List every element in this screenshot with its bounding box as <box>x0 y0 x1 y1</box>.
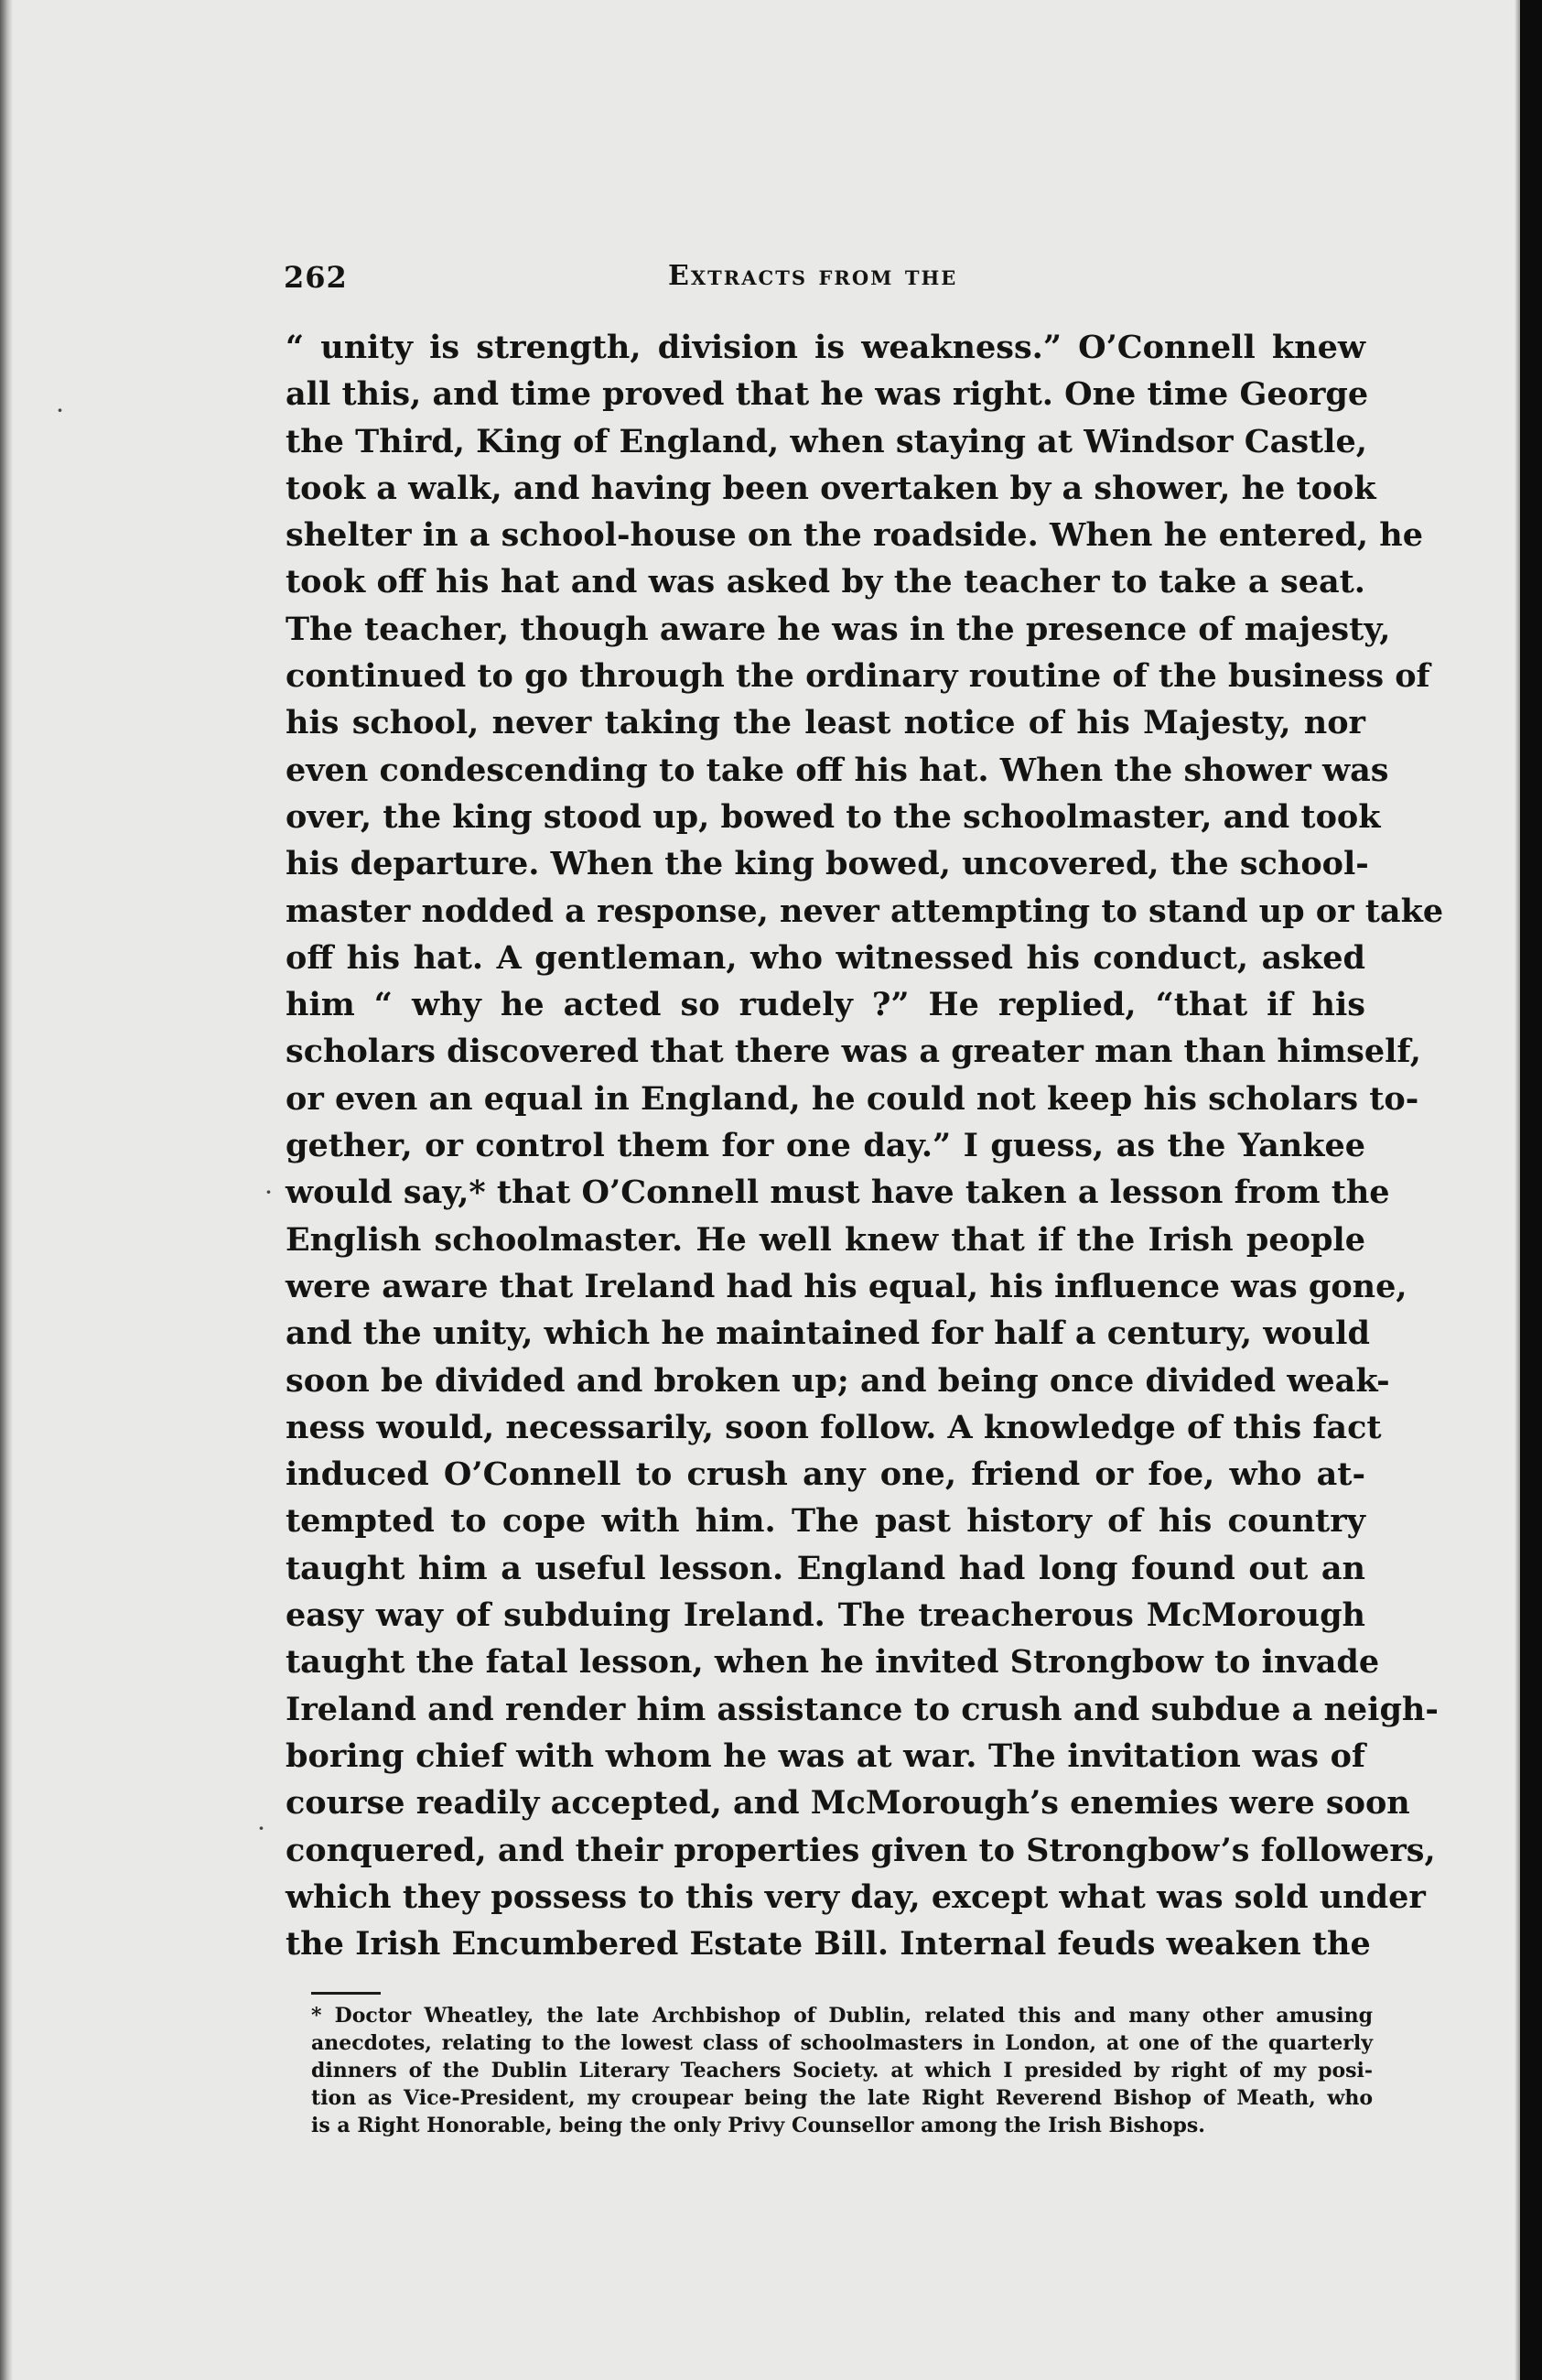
page-header <box>284 260 1382 297</box>
text-line: which they possess to this very day, except what was sold under <box>286 1877 1426 1916</box>
text-line: the Third, King of England, when staying at Windsor Castle, <box>286 422 1367 460</box>
text-line: him “ why he acted so rudely ?” He replied, “that if his <box>286 986 1365 1024</box>
text-line: Ireland and render him assistance to crush and subdue a neigh- <box>286 1690 1439 1728</box>
margin-speck: · <box>57 399 63 421</box>
text-line: or even an equal in England, he could not keep his scholars to- <box>286 1079 1419 1118</box>
text-line: English schoolmaster. He well knew that if the Irish people <box>286 1220 1365 1259</box>
text-line: his departure. When the king bowed, uncovered, the school- <box>286 845 1369 883</box>
text-line: the Irish Encumbered Estate Bill. Internal feuds weaken the <box>286 1925 1371 1964</box>
page-gutter-shadow <box>0 0 13 2380</box>
text-line: would say,* that O’Connell must have taken a lesson from the <box>286 1174 1390 1212</box>
running-head: Extracts from the <box>668 260 958 292</box>
footnote-line: anecdotes, relating to the lowest class of schoolmasters in London, at one of the quarterly <box>311 2031 1373 2055</box>
text-line: conquered, and their properties given to Strongbow’s followers, <box>286 1831 1436 1869</box>
body-text <box>286 324 1444 1967</box>
text-line: his school, never taking the least notice of his Majesty, nor <box>286 704 1365 742</box>
text-line: tempted to cope with him. The past history of his country <box>286 1502 1365 1541</box>
text-line: gether, or control them for one day.” I guess, as the Yankee <box>286 1127 1365 1165</box>
text-line: easy way of subduing Ireland. The treacherous McMorough <box>286 1596 1365 1635</box>
footnote-line: tion as Vice-President, my croupear being the late Right Reverend Bishop of Meath, who <box>311 2086 1373 2110</box>
text-line: took off his hat and was asked by the teacher to take a seat. <box>286 563 1365 601</box>
text-line: taught the fatal lesson, when he invited Strongbow to invade <box>286 1643 1380 1682</box>
text-line: boring chief with whom he was at war. The invitation was of <box>286 1736 1365 1775</box>
text-line: induced O’Connell to crush any one, friend or foe, who at- <box>286 1455 1365 1494</box>
margin-speck: · <box>265 1181 272 1203</box>
margin-speck: · <box>258 1817 264 1839</box>
scan-border <box>1520 0 1542 2380</box>
text-line: “ unity is strength, division is weakness.” O’Connell knew <box>286 329 1365 366</box>
text-line: course readily accepted, and McMorough’s enemies were soon <box>286 1784 1410 1823</box>
footnote-line: dinners of the Dublin Literary Teachers Society. at which I presided by right of my posi- <box>311 2059 1373 2082</box>
text-line: master nodded a response, never attempting to stand up or take <box>286 892 1444 930</box>
page-number: 262 <box>284 260 348 295</box>
footnote-rule <box>311 1992 381 1995</box>
text-line: soon be divided and broken up; and being once divided weak- <box>286 1361 1390 1400</box>
text-line: off his hat. A gentleman, who witnessed his conduct, asked <box>286 938 1365 977</box>
text-line: all this, and time proved that he was right. One time George <box>286 375 1369 414</box>
footnotes <box>311 2002 1373 2139</box>
footnote-line: * Doctor Wheatley, the late Archbishop of Dublin, related this and many other amusing <box>311 2004 1373 2028</box>
text-line: were aware that Ireland had his equal, his influence was gone, <box>286 1267 1407 1305</box>
text-line: over, the king stood up, bowed to the schoolmaster, and took <box>286 797 1381 836</box>
text-line: scholars discovered that there was a greater man than himself, <box>286 1033 1421 1071</box>
text-line: shelter in a school-house on the roadside. When he entered, he <box>286 516 1423 555</box>
text-line: took a walk, and having been overtaken by a shower, he took <box>286 469 1376 507</box>
text-line: even condescending to take off his hat. When the shower was <box>286 751 1389 789</box>
footnote-line: is a Right Honorable, being the only Privy Counsellor among the Irish Bishops. <box>311 2114 1205 2137</box>
text-line: and the unity, which he maintained for half a century, would <box>286 1314 1370 1353</box>
text-line: The teacher, though aware he was in the presence of majesty, <box>286 610 1391 648</box>
text-line: continued to go through the ordinary routine of the business of <box>286 657 1430 696</box>
text-line: ness would, necessarily, soon follow. A knowledge of this fact <box>286 1408 1382 1446</box>
text-line: taught him a useful lesson. England had long found out an <box>286 1549 1365 1587</box>
